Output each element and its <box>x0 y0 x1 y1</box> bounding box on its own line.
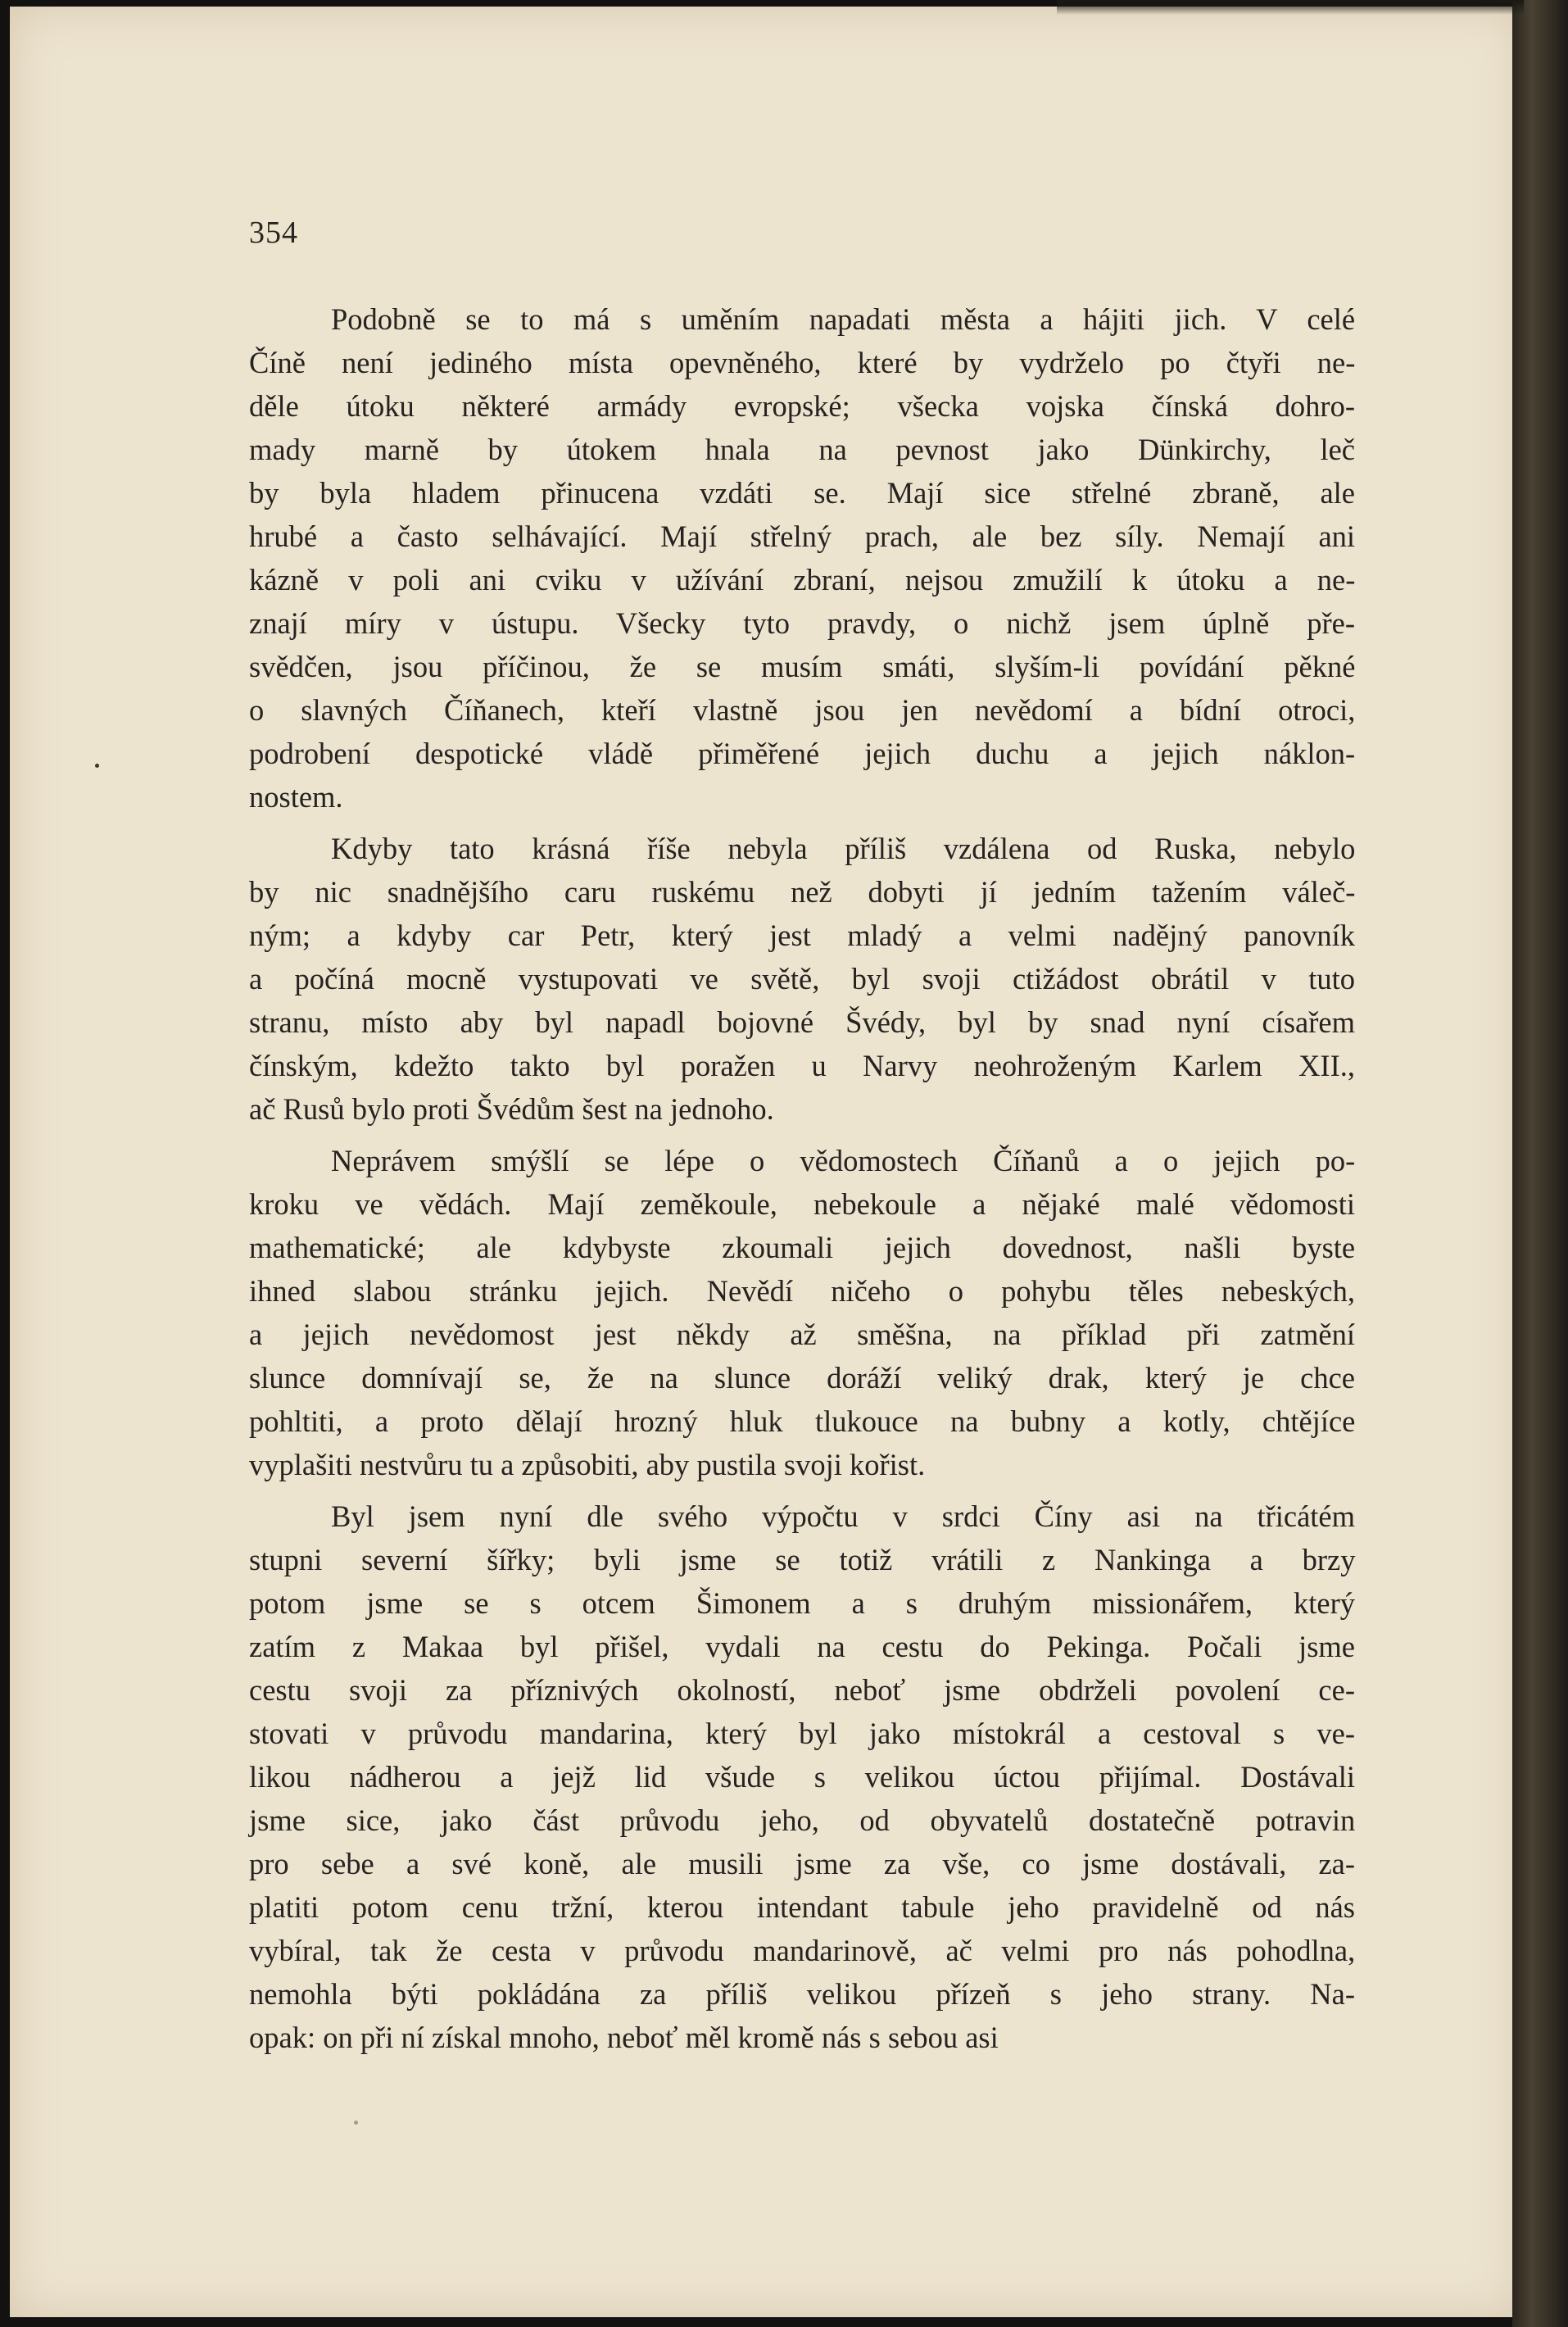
ink-speck <box>95 764 99 768</box>
text-line: pro sebe a své koně, ale musili jsme za vše, co jsme dostávali, za- <box>249 1847 1355 1880</box>
text-line: a jejich nevědomost jest někdy až směšna, na příklad při zatmění <box>249 1318 1355 1351</box>
text-line: stovati v průvodu mandarina, který byl jako místokrál a cestoval s ve- <box>249 1717 1355 1750</box>
text-line: ač Rusů bylo proti Švédům šest na jednoho. <box>249 1092 774 1126</box>
text-line: hrubé a často selhávající. Mají střelný prach, ale bez síly. Nemají ani <box>249 519 1356 553</box>
text-line: by byla hladem přinucena vzdáti se. Mají sice střelné zbraně, ale <box>249 476 1355 510</box>
text-line: Byl jsem nyní dle svého výpočtu v srdci Číny asi na třicátém <box>331 1499 1356 1533</box>
text-line: nostem. <box>249 780 343 814</box>
text-line: platiti potom cenu tržní, kterou intendant tabule jeho pravidelně od nás <box>249 1890 1355 1924</box>
book-page <box>10 7 1522 2317</box>
text-line: Číně není jediného místa opevněného, které by vydrželo po čtyři ne- <box>249 346 1356 379</box>
text-line: vybíral, tak že cesta v průvodu mandarinově, ač velmi pro nás pohodlna, <box>249 1934 1356 1967</box>
text-line: Kdyby tato krásná říše nebyla příliš vzdálena od Ruska, nebylo <box>331 832 1356 865</box>
page-top-shadow <box>1057 0 1524 15</box>
text-line: svědčen, jsou příčinou, že se musím smáti, slyším-li povídání pěkné <box>249 650 1356 683</box>
text-line: cestu svoji za příznivých okolností, neboť jsme obdrželi povolení ce- <box>249 1673 1355 1707</box>
page-number: 354 <box>249 215 298 250</box>
text-line: kázně v poli ani cviku v užívání zbraní, nejsou zmužilí k útoku a ne- <box>249 563 1356 596</box>
text-line: vyplašiti nestvůru tu a způsobiti, aby pustila svoji kořist. <box>249 1448 926 1481</box>
text-line: o slavných Číňanech, kteří vlastně jsou jen nevědomí a bídní otroci, <box>249 693 1356 727</box>
text-line: pohltiti, a proto dělají hrozný hluk tlukouce na bubny a kotly, chtějíce <box>249 1404 1356 1438</box>
text-line: podrobení despotické vládě přiměřené jejich duchu a jejich náklon- <box>249 737 1356 770</box>
book-binding-edge <box>1512 0 1568 2327</box>
text-line: Podobně se to má s uměním napadati města a hájiti jich. V celé <box>331 302 1356 336</box>
ink-speck <box>354 2121 358 2125</box>
text-line: likou nádherou a jejž lid všude s velikou úctou přijímal. Dostávali <box>249 1760 1356 1794</box>
text-line: mady marně by útokem hnala na pevnost jako Dünkirchy, leč <box>249 433 1355 466</box>
text-line: ihned slabou stránku jejich. Nevědí ničeho o pohybu těles nebeských, <box>249 1274 1355 1308</box>
text-line: slunce domnívají se, že na slunce doráží veliký drak, který je chce <box>249 1361 1355 1395</box>
text-line: opak: on při ní získal mnoho, neboť měl kromě nás s sebou asi <box>249 2021 999 2054</box>
text-line: stupni severní šířky; byli jsme se totiž vrátili z Nankinga a brzy <box>249 1543 1356 1576</box>
text-line: nemohla býti pokládána za příliš velikou přízeň s jeho strany. Na- <box>249 1977 1355 2011</box>
text-line: zatím z Makaa byl přišel, vydali na cestu do Pekinga. Počali jsme <box>249 1630 1355 1663</box>
text-line: Neprávem smýšlí se lépe o vědomostech Číňanů a o jejich po- <box>331 1144 1356 1177</box>
text-line: potom jsme se s otcem Šimonem a s druhým missionářem, který <box>249 1586 1355 1620</box>
text-line: mathematické; ale kdybyste zkoumali jejich dovednost, našli byste <box>249 1231 1356 1264</box>
text-line: čínským, kdežto takto byl poražen u Narvy neohroženým Karlem XII., <box>249 1049 1355 1082</box>
text-line: stranu, místo aby byl napadl bojovné Švédy, byl by snad nyní císařem <box>249 1005 1355 1039</box>
text-line: znají míry v ústupu. Všecky tyto pravdy, o nichž jsem úplně pře- <box>249 606 1355 640</box>
body-text <box>249 297 1355 2059</box>
text-line: kroku ve vědách. Mají zeměkoule, nebekoule a nějaké malé vědomosti <box>249 1187 1355 1221</box>
text-line: ným; a kdyby car Petr, který jest mladý a velmi nadějný panovník <box>249 919 1355 952</box>
text-line: a počíná mocně vystupovati ve světě, byl svoji ctižádost obrátil v tuto <box>249 962 1355 996</box>
text-line: jsme sice, jako část průvodu jeho, od obyvatelů dostatečně potravin <box>249 1803 1356 1837</box>
text-line: děle útoku některé armády evropské; všecka vojska čínská dohro- <box>249 389 1355 423</box>
text-line: by nic snadnějšího caru ruskému než dobyti jí jedním tažením váleč- <box>249 875 1356 909</box>
